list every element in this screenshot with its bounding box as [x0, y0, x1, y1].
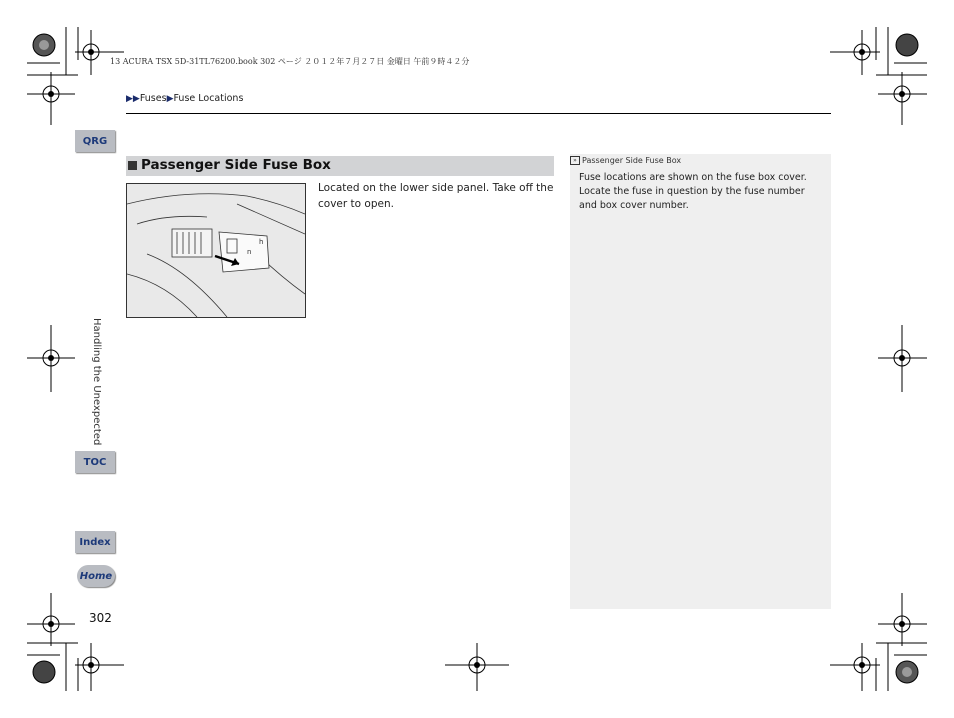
- breadcrumb: [126, 93, 243, 104]
- svg-text:h: h: [259, 238, 264, 246]
- sidebar-text: Fuse locations are shown on the fuse box cover. Locate the fuse in question by the fuse number and box cover number.: [579, 172, 807, 211]
- chapter-label: [86, 318, 106, 448]
- section-title: Passenger Side Fuse Box: [141, 157, 331, 173]
- sidebar-title: [570, 156, 681, 165]
- page-number: 302: [89, 611, 112, 625]
- breadcrumb-fuses-link[interactable]: Fuses: [139, 93, 167, 104]
- fuse-box-illustration: [126, 183, 306, 318]
- section-heading: [126, 156, 554, 176]
- fuse-box-cover-icon: [127, 184, 305, 317]
- index-button[interactable]: Index: [75, 531, 115, 553]
- chapter-label-text: Handling the Unexpected: [91, 318, 102, 446]
- qrg-button[interactable]: QRG: [75, 130, 115, 152]
- chevron-right-icon: ▶▶: [126, 94, 140, 104]
- breadcrumb-fuse-locations-link[interactable]: Fuse Locations: [173, 93, 244, 104]
- print-header: 13 ACURA TSX 5D-31TL76200.book 302 ページ ２０１２年７月２７日 金曜日 午前９時４２分: [110, 57, 470, 66]
- reference-arrow-icon: »: [570, 156, 580, 165]
- sidebar-note: [570, 154, 831, 609]
- svg-text:n: n: [247, 248, 252, 256]
- section-body: Located on the lower side panel. Take off the cover to open.: [318, 182, 554, 210]
- sidebar-title-text: Passenger Side Fuse Box: [582, 156, 682, 165]
- header-divider: [126, 113, 831, 114]
- section-bullet-icon: [128, 161, 137, 170]
- home-button[interactable]: Home: [77, 565, 115, 587]
- chevron-right-icon: ▶: [166, 94, 174, 104]
- toc-button[interactable]: TOC: [75, 451, 115, 473]
